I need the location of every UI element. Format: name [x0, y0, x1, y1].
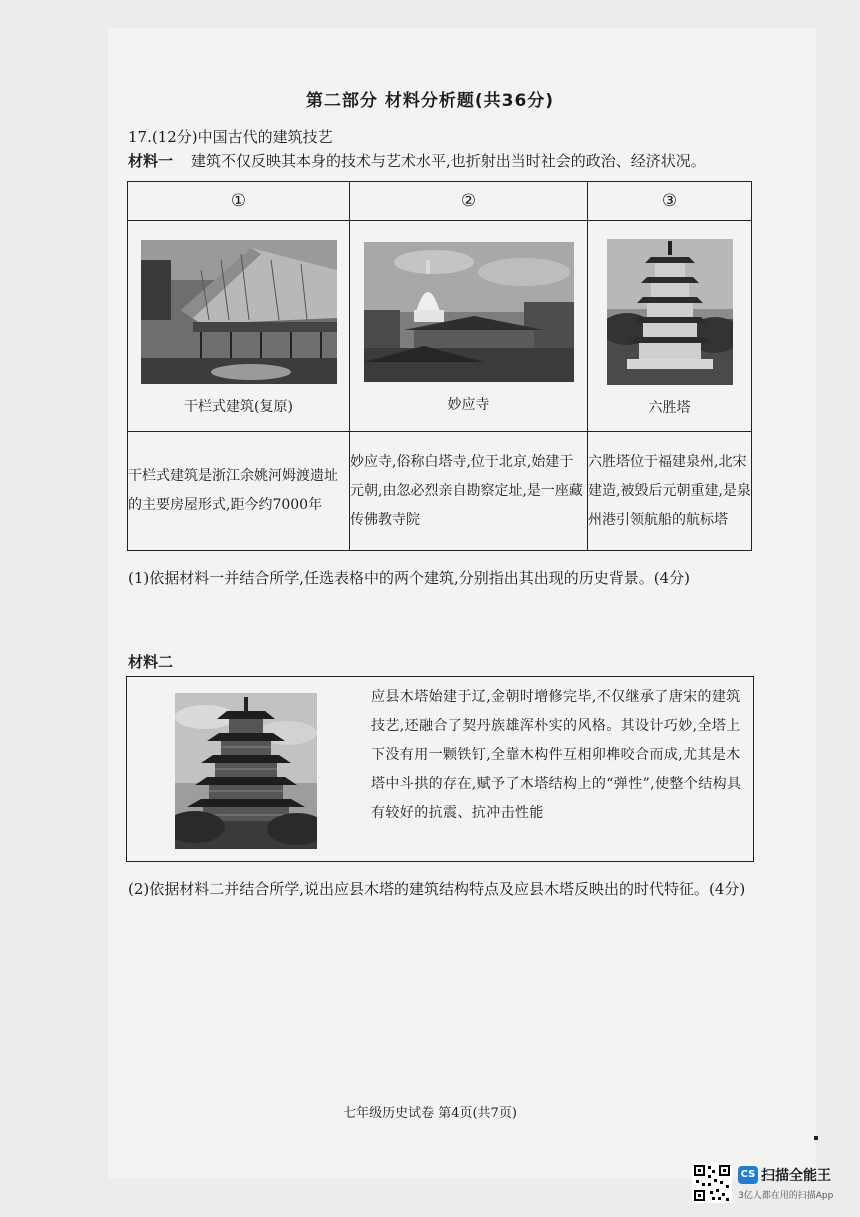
table-description-row [128, 432, 752, 551]
white-pagoda-temple-photo [364, 242, 574, 386]
table-header-cell: ② [350, 182, 588, 221]
table-image-cell [588, 221, 752, 432]
photo-caption: 妙应寺 [447, 397, 490, 413]
scanner-name: 扫描全能王 [761, 1167, 831, 1184]
material-two-label: 材料二 [128, 653, 174, 671]
stilt-house-photo [141, 240, 337, 388]
yingxian-wooden-pagoda-photo [175, 693, 317, 853]
table-image-cell [128, 221, 350, 432]
photo-caption: 六胜塔 [648, 400, 691, 416]
question-title: 17.(12分)中国古代的建筑技艺 [128, 128, 333, 146]
material-one-label: 材料一 [128, 152, 174, 170]
table-image-row [128, 221, 752, 432]
qr-code-icon [692, 1163, 732, 1207]
material-two-text: 应县木塔始建于辽,金朝时增修完毕,不仅继承了唐宋的建筑技艺,还融合了契丹族雄浑朴实的风格。其设计巧妙,全塔上下没有用一颗铁钉,全靠木构件互相卯榫咬合而成,尤其是木塔中斗拱的存在,赋予了木塔结构上的“弹性”,使整个结构具有较好的抗震、抗冲击性能 [371, 689, 742, 821]
table-image-cell [350, 221, 588, 432]
table-header-row [128, 182, 752, 221]
table-header-cell: ① [128, 182, 350, 221]
table-description-cell: 妙应寺,俗称白塔寺,位于北京,始建于元朝,由忽必烈亲自勘察定址,是一座藏传佛教寺院 [350, 432, 588, 551]
sub-question-1: (1)依据材料一并结合所学,任选表格中的两个建筑,分别指出其出现的历史背景。(4分) [128, 569, 691, 587]
sub-question-2: (2)依据材料二并结合所学,说出应县木塔的建筑结构特点及应县木塔反映出的时代特征。(4分) [128, 880, 746, 898]
section-title: 第二部分 材料分析题(共36分) [305, 91, 555, 111]
page-footer: 七年级历史试卷 第4页(共7页) [343, 1106, 517, 1121]
liusheng-pagoda-photo [607, 239, 733, 389]
scanner-tagline: 3亿人都在用的扫描App [738, 1190, 834, 1201]
material-one-text: 建筑不仅反映其本身的技术与艺术水平,也折射出当时社会的政治、经济状况。 [191, 152, 706, 170]
scanner-brand [738, 1164, 833, 1201]
material-two-box [126, 676, 754, 862]
table-description-cell: 干栏式建筑是浙江余姚河姆渡遗址的主要房屋形式,距今约7000年 [128, 432, 350, 551]
table-header-cell: ③ [588, 182, 752, 221]
scan-mark [814, 1136, 818, 1140]
photo-caption: 干栏式建筑(复原) [184, 399, 293, 415]
material-one [128, 150, 808, 171]
table-description-cell: 六胜塔位于福建泉州,北宋建造,被毁后元朝重建,是泉州港引领航船的航标塔 [588, 432, 752, 551]
building-table [127, 181, 752, 551]
camscanner-logo-icon: CS [738, 1166, 758, 1184]
